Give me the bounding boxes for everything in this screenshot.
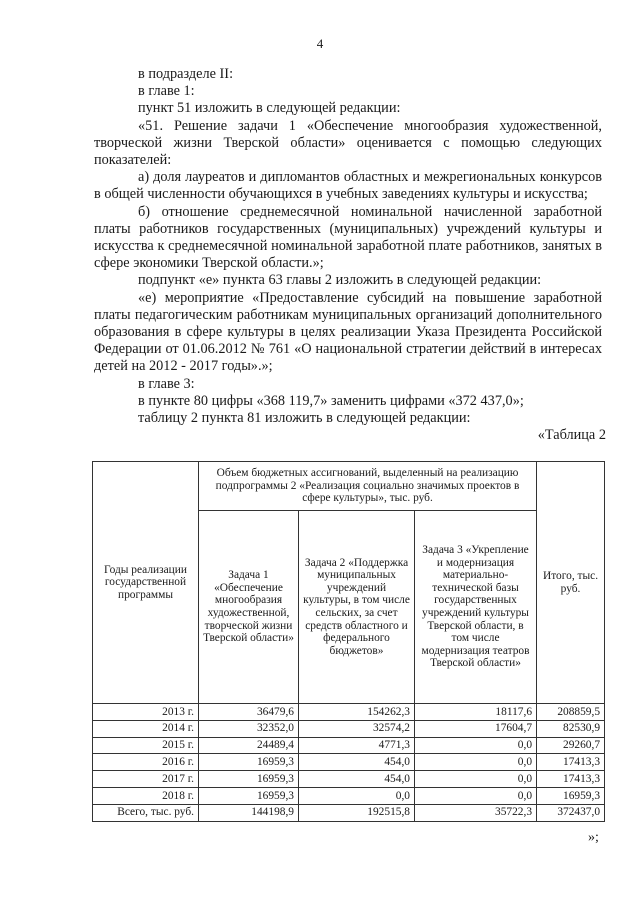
paragraph: «51. Решение задачи 1 «Обеспечение многообразия художественной, творческой жизни Тверской области» оценивается с помощью следующих показателей:: [94, 117, 602, 169]
page-number: 4: [316, 36, 324, 51]
task-1-cell: 144198,9: [199, 804, 299, 821]
table-row: [93, 737, 605, 754]
task-1-cell: 16959,3: [199, 754, 299, 771]
year-column-header: Годы реализации государственной программы: [93, 462, 199, 704]
task-3-cell: 0,0: [415, 771, 537, 788]
task-1-cell: 36479,6: [199, 704, 299, 721]
task-1-cell: 16959,3: [199, 771, 299, 788]
budget-table: [92, 461, 605, 822]
paragraph: подпункт «е» пункта 63 главы 2 изложить в следующей редакции:: [138, 272, 542, 289]
total-column-header: Итого, тыс. руб.: [537, 462, 605, 704]
total-cell: 17413,3: [537, 754, 605, 771]
task-2-cell: 454,0: [299, 771, 415, 788]
total-cell: 208859,5: [537, 704, 605, 721]
total-cell: 16959,3: [537, 787, 605, 804]
table-caption: «Таблица 2: [537, 427, 606, 444]
task-2-cell: 0,0: [299, 787, 415, 804]
year-cell: 2015 г.: [93, 737, 199, 754]
year-cell: 2018 г.: [93, 787, 199, 804]
table-row: [93, 704, 605, 721]
table-row: [93, 771, 605, 788]
paragraph: таблицу 2 пункта 81 изложить в следующей редакции:: [138, 410, 471, 427]
task-3-cell: 0,0: [415, 754, 537, 771]
task-2-cell: 32574,2: [299, 720, 415, 737]
total-cell: 17413,3: [537, 771, 605, 788]
paragraph: в главе 3:: [138, 375, 195, 392]
task-3-cell: 35722,3: [415, 804, 537, 821]
task-3-cell: 0,0: [415, 787, 537, 804]
task-1-cell: 16959,3: [199, 787, 299, 804]
task-2-cell: 154262,3: [299, 704, 415, 721]
total-cell: 372437,0: [537, 804, 605, 821]
paragraph: пункт 51 изложить в следующей редакции:: [138, 100, 401, 117]
task-1-column-header: Задача 1 «Обеспечение многообразия художественной, творческой жизни Тверской области»: [199, 511, 299, 704]
year-cell: 2017 г.: [93, 771, 199, 788]
task-2-cell: 192515,8: [299, 804, 415, 821]
table-row: [93, 787, 605, 804]
paragraph: «е) мероприятие «Предоставление субсидий на повышение заработной платы педагогическим работникам муниципальных организаций дополнительного образования в сфере культуры в целях реализации Указа Президента Российской Федерации от 01.06.2012 № 761 «О национальной стратегии действий в интересах детей на 2012 - 2017 годы».»;: [94, 289, 602, 375]
task-1-cell: 32352,0: [199, 720, 299, 737]
task-3-cell: 0,0: [415, 737, 537, 754]
task-3-column-header: Задача 3 «Укрепление и модернизация материально-технической базы государственных учреждений культуры Тверской области, в том числе модернизация театров Тверской области»: [415, 511, 537, 704]
year-cell: 2014 г.: [93, 720, 199, 737]
total-cell: 82530,9: [537, 720, 605, 737]
task-2-column-header: Задача 2 «Поддержка муниципальных учреждений культуры, в том числе сельских, за счет средств областного и федерального бюджетов»: [299, 511, 415, 704]
paragraph: б) отношение среднемесячной номинальной начисленной заработной платы работников государственных (муниципальных) учреждений культуры и искусства к среднемесячной номинальной заработной плате работников, занятых в сфере экономики Тверской области.»;: [94, 203, 602, 272]
table-row: [93, 720, 605, 737]
task-3-cell: 18117,6: [415, 704, 537, 721]
year-cell: 2016 г.: [93, 754, 199, 771]
paragraph: в пункте 80 цифры «368 119,7» заменить цифрами «372 437,0»;: [138, 392, 524, 409]
total-cell: 29260,7: [537, 737, 605, 754]
year-cell: Всего, тыс. руб.: [93, 804, 199, 821]
document-body: [94, 66, 606, 444]
year-cell: 2013 г.: [93, 704, 199, 721]
table-row: [93, 754, 605, 771]
closing-quote: »;: [588, 830, 599, 845]
task-3-cell: 17604,7: [415, 720, 537, 737]
paragraph: в главе 1:: [138, 83, 195, 100]
paragraph: а) доля лауреатов и дипломантов областных и межрегиональных конкурсов в общей численности обучающихся в учебных заведениях культуры и искусства;: [94, 169, 602, 203]
task-2-cell: 454,0: [299, 754, 415, 771]
paragraph: в подразделе II:: [138, 66, 234, 82]
budget-group-header: Объем бюджетных ассигнований, выделенный на реализацию подпрограммы 2 «Реализация социально значимых проектов в сфере культуры», тыс. руб.: [199, 462, 537, 511]
table-total-row: [93, 804, 605, 821]
task-1-cell: 24489,4: [199, 737, 299, 754]
task-2-cell: 4771,3: [299, 737, 415, 754]
